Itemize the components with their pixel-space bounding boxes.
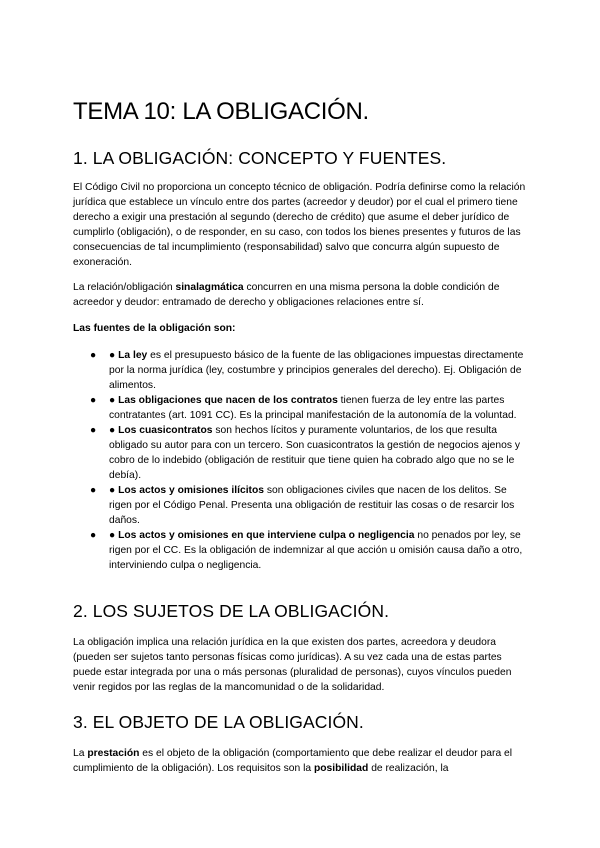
s3-text-e: de realización, la: [368, 763, 449, 774]
p2-text-a: La relación/obligación: [73, 282, 176, 293]
document-title: TEMA 10: LA OBLIGACIÓN.: [73, 98, 369, 125]
bullet-icon: ●: [90, 395, 97, 406]
s3-bold-prestacion: prestación: [87, 748, 140, 759]
sources-label: [73, 321, 531, 336]
section-2-paragraph-1: La obligación implica una relación jurídica en la que existen dos partes, acreedora y deudora (pueden ser sujetos tanto personas físicas como jurídicas). A su vez cada una de estas partes puede estar integrada por una o más personas (pluralidad de personas), cuyos vínculos pueden venir regidos por las reglas de la mancomunidad o de la solidaridad.: [73, 637, 512, 693]
list-item: [73, 528, 531, 573]
s3-text-a: La: [73, 748, 88, 759]
section-1-paragraph-1: El Código Civil no proporciona un concepto técnico de obligación. Podría definirse como la relación jurídica que establece un vínculo entre dos partes (acreedor y deudor) por el cual el primero tiene derecho a exigir una prestación al segundo (derecho de crédito) que asume el deber jurídico de cumplirlo (obligación), o de responder, en su caso, con todos los bienes presentes y futuros de las consecuencias de tal incumplimiento (responsabilidad) salvo que concurra algún supuesto de exoneración.: [73, 182, 526, 268]
list-item-bold: ● Las obligaciones que nacen de los contratos: [109, 395, 338, 406]
bullet-icon: ●: [90, 485, 97, 496]
list-item-text: son hechos lícitos y puramente voluntarios, de los que resulta obligado su autor para con un tercero. Son cuasicontratos la gestión de negocios ajenos y cobro de lo indebido (obligación de restituir que tiene quien ha cobrado algo que no se le debía).: [109, 425, 520, 481]
s3-bold-posibilidad: posibilidad: [313, 763, 369, 774]
section-2-heading: 2. LOS SUJETOS DE LA OBLIGACIÓN.: [73, 601, 390, 621]
p2-text-c: concurren en una misma persona la doble condición de acreedor y deudor: entramado de derecho y obligaciones relaciones entre sí.: [73, 282, 500, 308]
list-item: [73, 393, 531, 423]
bullet-icon: ●: [90, 350, 97, 361]
bullet-icon: ●: [90, 530, 97, 541]
list-item-bold: ● Los cuasicontratos: [109, 425, 213, 436]
list-item-bold: ● Los actos y omisiones ilícitos: [109, 485, 264, 496]
list-item: [73, 423, 531, 483]
section-3-paragraph-1: [73, 746, 531, 776]
s3-text-c: es el objeto de la obligación (comportamiento que debe realizar el deudor para el cumplimiento de la obligación). Los requisitos son la: [73, 748, 513, 774]
sources-list: [73, 348, 531, 573]
section-1-paragraph-2: [73, 280, 531, 310]
list-item: [73, 348, 531, 393]
p2-bold-sinalagmatica: sinalagmática: [175, 282, 244, 293]
list-item-bold: ● La ley: [109, 350, 148, 361]
list-item-text: son obligaciones civiles que nacen de los delitos. Se rigen por el Código Penal. Presenta una obligación de restituir las cosas o de resarcir los daños.: [109, 485, 515, 526]
list-item-text: es el presupuesto básico de la fuente de las obligaciones impuestas directamente por la norma jurídica (ley, costumbre y principios generales del derecho). Ej. Obligación de alimentos.: [109, 350, 524, 391]
list-item-bold: ● Los actos y omisiones en que interviene culpa o negligencia: [109, 530, 415, 541]
section-1-heading: 1. LA OBLIGACIÓN: CONCEPTO Y FUENTES.: [73, 148, 447, 168]
list-item: [73, 483, 531, 528]
sources-label-text: Las fuentes de la obligación son:: [73, 323, 236, 334]
list-item-text: no penados por ley, se rigen por el CC. Es la obligación de indemnizar al que acción u omisión causa daño a otro, interviniendo culpa o negligencia.: [109, 530, 523, 571]
section-3-heading: 3. EL OBJETO DE LA OBLIGACIÓN.: [73, 712, 364, 732]
bullet-icon: ●: [90, 425, 97, 436]
list-item-text: tienen fuerza de ley entre las partes contratantes (art. 1091 CC). Es la principal manifestación de la autonomía de la voluntad.: [109, 395, 517, 421]
